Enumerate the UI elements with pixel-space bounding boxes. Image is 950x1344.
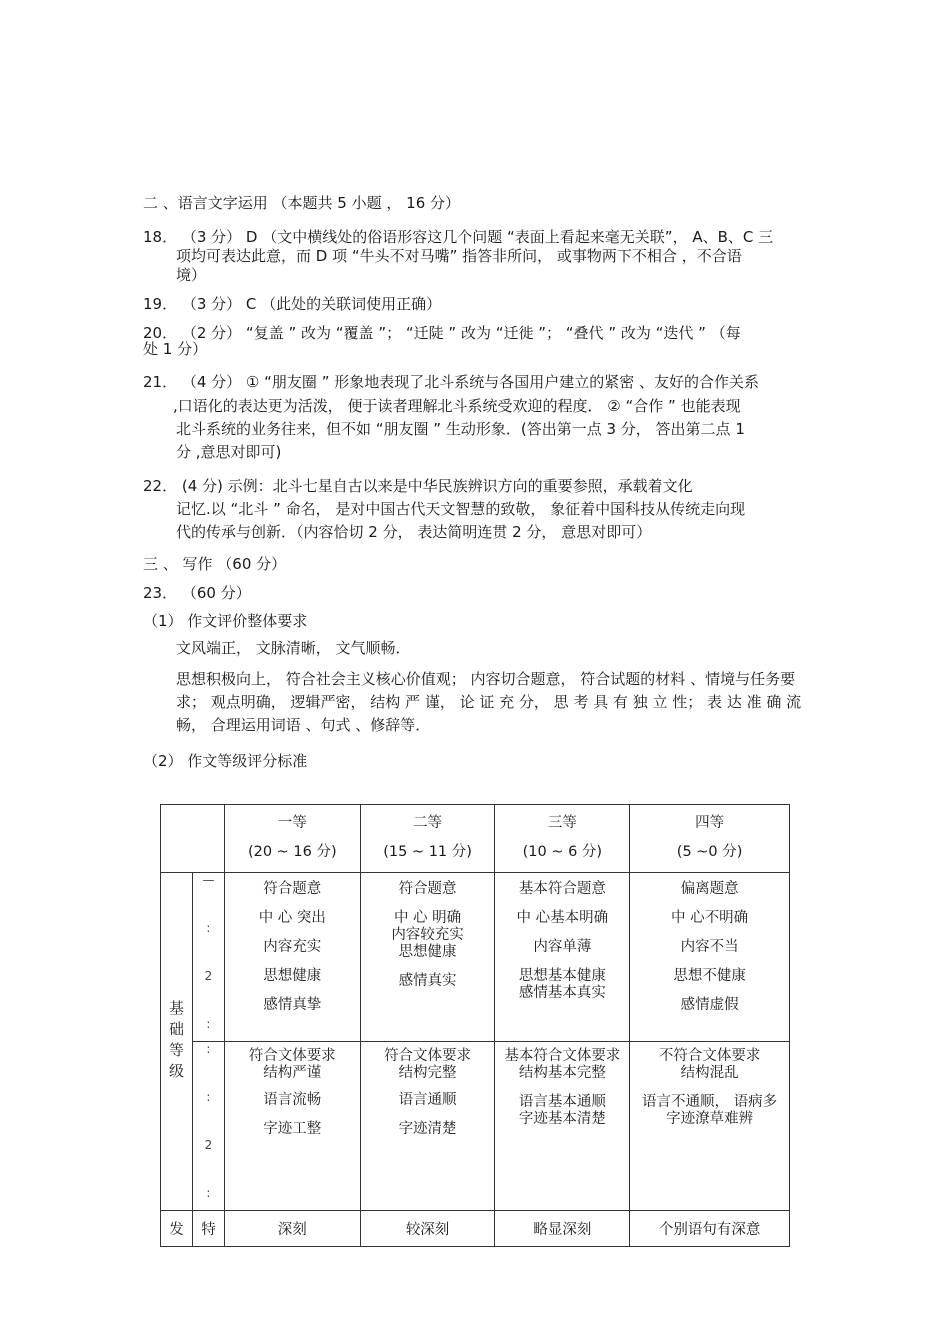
content-grade-4: 偏离题意 中 心不明确 内容不当 思想不健康 感情虚假 [630, 873, 790, 1042]
development-label: 发 [161, 1211, 193, 1247]
development-row [161, 1211, 790, 1247]
content-row [161, 873, 790, 1042]
expression-grade-1: 符合文体要求 结构严谨 语言流畅 字迹工整 [224, 1042, 360, 1211]
content-grade-2: 符合题意 中 心 明确 内容较充实 思想健康 感情真实 [360, 873, 495, 1042]
requirements-p1: 文风端正， 文脉清晰， 文气顺畅． [176, 639, 411, 657]
expression-grade-4: 不符合文体要求 结构混乱 语言不通顺， 语病多 字迹潦草难辨 [630, 1042, 790, 1211]
header-grade-4: 四等 (5 ~0 分) [630, 805, 790, 873]
header-grade-2: 二等 (15 ~ 11 分) [360, 805, 495, 873]
requirements-title: （1） 作文评价整体要求 [143, 612, 308, 630]
header-grade-1: 一等 (20 ~ 16 分) [224, 805, 360, 873]
section3-title: 三 、 写作 （60 分） [143, 555, 287, 573]
development-grade-2: 较深刻 [360, 1211, 495, 1247]
development-grade-3: 略显深刻 [495, 1211, 630, 1247]
header-grade-3: 三等 (10 ~ 6 分) [495, 805, 630, 873]
expression-row [161, 1042, 790, 1211]
expression-sub-label: : : 2 : [192, 1042, 224, 1211]
content-grade-3: 基本符合题意 中 心基本明确 内容单薄 思想基本健康 感情基本真实 [495, 873, 630, 1042]
basic-level-label: 基础等级 [161, 873, 193, 1211]
development-grade-1: 深刻 [224, 1211, 360, 1247]
content-sub-label: — : 2 : [192, 873, 224, 1042]
table-header-row [161, 805, 790, 873]
expression-grade-2: 符合文体要求 结构完整 语言通顺 字迹清楚 [360, 1042, 495, 1211]
development-sub-label: 特 [192, 1211, 224, 1247]
development-grade-4: 个别语句有深意 [630, 1211, 790, 1247]
q19: 19． （3 分） C （此处的关联词使用正确） [143, 295, 442, 313]
header-empty-cell [161, 805, 225, 873]
grading-table [160, 804, 790, 1247]
expression-grade-3: 基本符合文体要求 结构基本完整 语言基本通顺 字迹基本清楚 [495, 1042, 630, 1211]
content-grade-1: 符合题意 中 心 突出 内容充实 思想健康 感情真挚 [224, 873, 360, 1042]
standards-title: （2） 作文等级评分标准 [143, 752, 308, 770]
section2-title: 二 、语言文字运用 （本题共 5 小题 ， 16 分） [143, 194, 461, 212]
q23: 23． （60 分） [143, 584, 251, 602]
requirements-p2: 思想积极向上， 符合社会主义核心价值观； 内容切合题意， 符合试题的材料 、情境与任务要求； 观点明确， 逻辑严密， 结构 严 谨， 论 证 充 分， 思 考 具 有 独 立 性； 表 达 准 确 流畅， 合理运用词语 、句式 、修辞等． [176, 670, 802, 734]
